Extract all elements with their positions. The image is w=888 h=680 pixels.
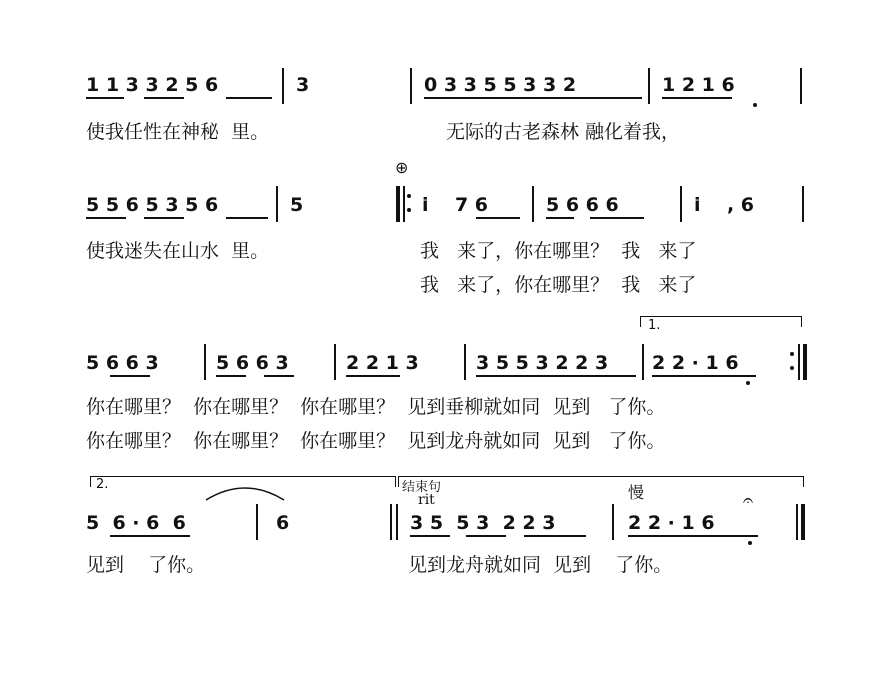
notes-r4-m1: 5 6 · 6 6 (86, 512, 186, 534)
notes-r2-m2: 5 (290, 194, 304, 216)
notes-r3-m5: 2 2 · 1 6 (652, 352, 739, 374)
lyric-r2-verse2: 我 来了，你在哪里？ 我 来了 (420, 274, 697, 296)
lyric-r4-right: 见到龙舟就如同 见到 了你。 (408, 554, 673, 576)
lyric-r1-left: 使我任性在神秘 里。 (86, 121, 270, 143)
lyric-r4-left: 见到 了你。 (86, 554, 206, 576)
lyric-r1-right: 无际的古老森林 融化着我， (446, 121, 681, 143)
notes-r3-m3: 2 2 1 3 (346, 352, 419, 374)
notes-r1-m2: 3 (296, 74, 310, 96)
lyric-r3-verse1: 你在哪里？ 你在哪里？ 你在哪里？ 见到垂柳就如同 见到 了你。 (86, 396, 666, 418)
notes-r2-m4: 5 6 6 6 (546, 194, 619, 216)
lyric-r3-verse2: 你在哪里？ 你在哪里？ 你在哪里？ 见到龙舟就如同 见到 了你。 (86, 430, 666, 452)
ending-label: 结束句 (402, 480, 442, 495)
notes-r3-m4: 3 5 5 3 2 2 3 (476, 352, 609, 374)
notes-r1-m4: 1 2 1 6 (662, 74, 735, 96)
notes-r4-m4: 2 2 · 1 6 (628, 512, 715, 534)
notes-r3-m1: 5 6 6 3 (86, 352, 159, 374)
fermata-icon: 𝄐 (743, 490, 754, 511)
lyric-r2-verse1: 我 来了，你在哪里？ 我 来了 (420, 240, 697, 262)
volta-1-label: 1. (648, 318, 661, 333)
notes-r1-m3: 0 3 3 5 5 3 3 2 (424, 74, 577, 96)
notes-r2-m1: 5 5 6 5 3 5 6 (86, 194, 219, 216)
lyric-r2-left: 使我迷失在山水 里。 (86, 240, 270, 262)
notes-r2-m3: i 7 6 (422, 194, 489, 216)
notes-r3-m2: 5 6 6 3 (216, 352, 289, 374)
volta-2-label: 2. (96, 477, 109, 492)
rit-mark: rit (418, 492, 435, 508)
notes-r2-m5: i , 6 (694, 194, 755, 216)
notes-r4-m2: 6 (276, 512, 290, 534)
slur (206, 488, 284, 500)
notes-r1-m1: 1 1 3 3 2 5 6 (86, 74, 219, 96)
slow-mark: 慢 (628, 483, 645, 502)
segno-mark: ⊕ (395, 158, 409, 177)
notes-r4-m3: 3 5 5 3 2 2 3 (410, 512, 556, 534)
